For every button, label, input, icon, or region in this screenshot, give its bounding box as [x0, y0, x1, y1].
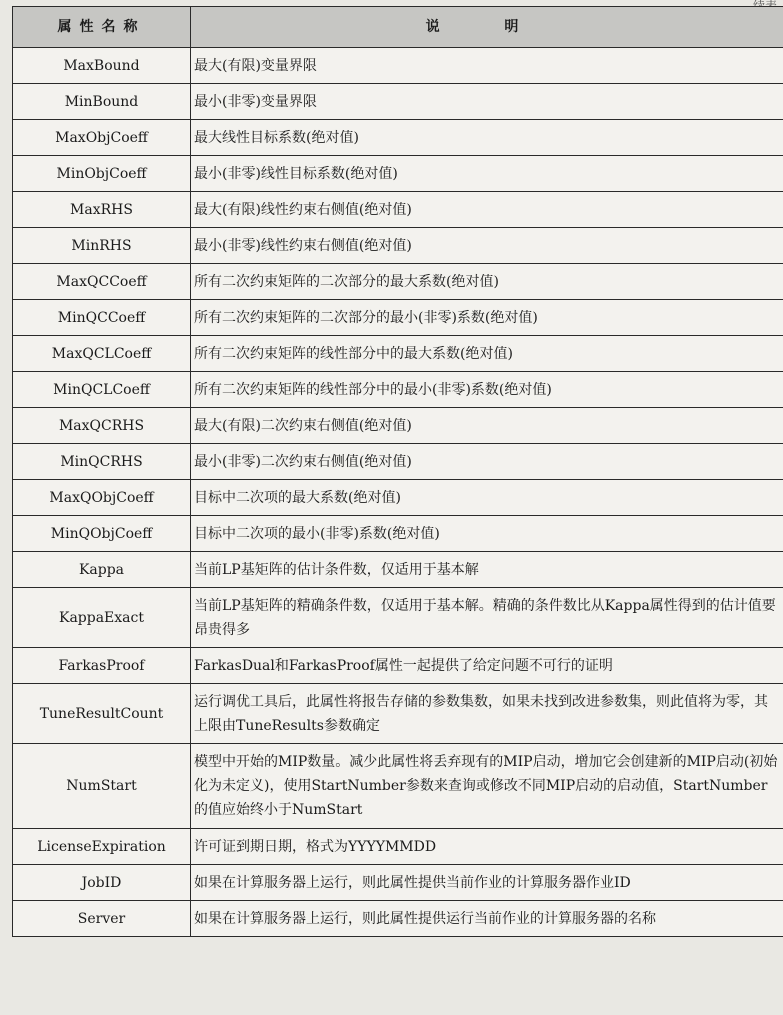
attribute-description: 所有二次约束矩阵的二次部分的最小(非零)系数(绝对值) — [191, 300, 783, 336]
header-description: 说 明 — [191, 7, 783, 48]
attribute-name: MaxBound — [13, 48, 191, 84]
table-row — [13, 372, 783, 408]
table-row — [13, 901, 783, 937]
attribute-name: MinQCCoeff — [13, 300, 191, 336]
attribute-description: 如果在计算服务器上运行，则此属性提供运行当前作业的计算服务器的名称 — [191, 901, 783, 937]
attribute-name: MinObjCoeff — [13, 156, 191, 192]
attribute-name: TuneResultCount — [13, 684, 191, 744]
table-row — [13, 480, 783, 516]
attribute-name: FarkasProof — [13, 648, 191, 684]
table-row — [13, 552, 783, 588]
attribute-name: MaxQCLCoeff — [13, 336, 191, 372]
header-attribute-name: 属性名称 — [13, 7, 191, 48]
attribute-name: KappaExact — [13, 588, 191, 648]
table-row — [13, 648, 783, 684]
table-row — [13, 516, 783, 552]
attribute-name: MinQCLCoeff — [13, 372, 191, 408]
attribute-name: MinQObjCoeff — [13, 516, 191, 552]
attribute-description: FarkasDual和FarkasProof属性一起提供了给定问题不可行的证明 — [191, 648, 783, 684]
attribute-description: 如果在计算服务器上运行，则此属性提供当前作业的计算服务器作业ID — [191, 865, 783, 901]
attribute-name: MaxObjCoeff — [13, 120, 191, 156]
attribute-description: 所有二次约束矩阵的线性部分中的最小(非零)系数(绝对值) — [191, 372, 783, 408]
attribute-description: 最小(非零)变量界限 — [191, 84, 783, 120]
attribute-table — [12, 6, 783, 937]
attribute-name: LicenseExpiration — [13, 829, 191, 865]
attribute-name: MinQCRHS — [13, 444, 191, 480]
attribute-name: MaxQObjCoeff — [13, 480, 191, 516]
table-row — [13, 192, 783, 228]
attribute-name: MinBound — [13, 84, 191, 120]
attribute-description: 最小(非零)线性目标系数(绝对值) — [191, 156, 783, 192]
table-row — [13, 865, 783, 901]
table-row — [13, 444, 783, 480]
attribute-description: 目标中二次项的最小(非零)系数(绝对值) — [191, 516, 783, 552]
attribute-name: Kappa — [13, 552, 191, 588]
attribute-description: 最小(非零)线性约束右侧值(绝对值) — [191, 228, 783, 264]
table-row — [13, 84, 783, 120]
table-row — [13, 228, 783, 264]
attribute-description: 最小(非零)二次约束右侧值(绝对值) — [191, 444, 783, 480]
attribute-description: 最大线性目标系数(绝对值) — [191, 120, 783, 156]
attribute-name: NumStart — [13, 744, 191, 829]
table-row — [13, 120, 783, 156]
attribute-description: 目标中二次项的最大系数(绝对值) — [191, 480, 783, 516]
attribute-description: 所有二次约束矩阵的线性部分中的最大系数(绝对值) — [191, 336, 783, 372]
attribute-description: 当前LP基矩阵的估计条件数，仅适用于基本解 — [191, 552, 783, 588]
table-row — [13, 264, 783, 300]
attribute-name: MaxRHS — [13, 192, 191, 228]
attribute-name: Server — [13, 901, 191, 937]
table-row — [13, 829, 783, 865]
attribute-table-container — [12, 6, 783, 937]
table-row — [13, 300, 783, 336]
attribute-name: JobID — [13, 865, 191, 901]
attribute-description: 最大(有限)二次约束右侧值(绝对值) — [191, 408, 783, 444]
attribute-name: MaxQCCoeff — [13, 264, 191, 300]
attribute-description: 最大(有限)变量界限 — [191, 48, 783, 84]
attribute-description: 当前LP基矩阵的精确条件数，仅适用于基本解。精确的条件数比从Kappa属性得到的估计值要昂贵得多 — [191, 588, 783, 648]
table-row — [13, 588, 783, 648]
table-header-row — [13, 7, 783, 48]
attribute-description: 最大(有限)线性约束右侧值(绝对值) — [191, 192, 783, 228]
attribute-description: 所有二次约束矩阵的二次部分的最大系数(绝对值) — [191, 264, 783, 300]
attribute-description: 模型中开始的MIP数量。减少此属性将丢弃现有的MIP启动，增加它会创建新的MIP启动(初始化为未定义)，使用StartNumber参数来查询或修改不同MIP启动的启动值，StartNumber的值应始终小于NumStart — [191, 744, 783, 829]
table-row — [13, 336, 783, 372]
attribute-description: 运行调优工具后，此属性将报告存储的参数集数，如果未找到改进参数集，则此值将为零，其上限由TuneResults参数确定 — [191, 684, 783, 744]
attribute-name: MaxQCRHS — [13, 408, 191, 444]
attribute-name: MinRHS — [13, 228, 191, 264]
table-row — [13, 156, 783, 192]
attribute-description: 许可证到期日期，格式为YYYYMMDD — [191, 829, 783, 865]
table-row — [13, 684, 783, 744]
table-row — [13, 48, 783, 84]
table-row — [13, 408, 783, 444]
table-row — [13, 744, 783, 829]
